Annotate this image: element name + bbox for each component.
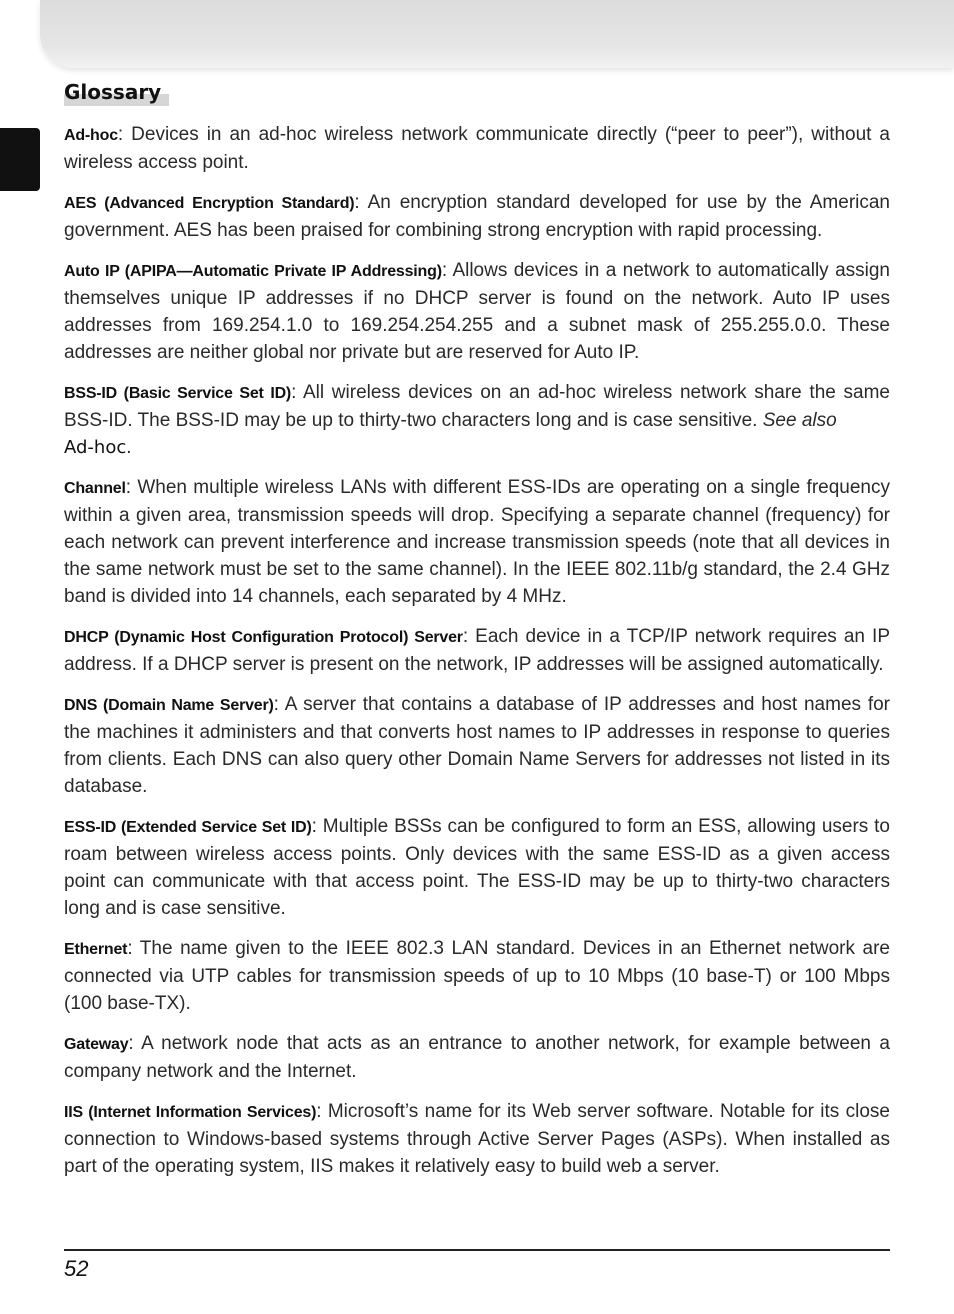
glossary-entry-gateway <box>64 1030 890 1085</box>
glossary-term: ESS-ID (Extended Service Set ID) <box>64 819 312 836</box>
glossary-term: Ethernet <box>64 941 128 958</box>
glossary-definition: : A server that contains a database of IP addresses and host names for the machines it administers and that converts host names to IP addresses in response to queries from clients. Each DNS can also query other Domain Name Servers for addresses not listed in its database. <box>64 694 891 797</box>
glossary-list <box>64 121 890 1193</box>
glossary-definition: : When multiple wireless LANs with different ESS-IDs are operating on a single frequency within a given area, transmission speeds will drop. Specifying a separate channel (frequency) for each network can prevent interference and increase transmission speeds (note that all devices in the same network must be set to the same channel). In the IEEE 802.11b/g standard, the 2.4 GHz band is divided into 14 channels, each separated by 4 MHz. <box>64 477 890 607</box>
glossary-term: AES (Advanced Encryption Standard) <box>64 195 355 212</box>
glossary-definition: : Devices in an ad-hoc wireless network communicate directly (“peer to peer”), without a wireless access point. <box>64 124 890 173</box>
glossary-definition: : Each device in a TCP/IP network requires an IP address. If a DHCP server is present on the network, IP addresses will be assigned automatically. <box>64 626 890 675</box>
glossary-entry-dns <box>64 691 890 800</box>
glossary-entry-channel <box>64 474 890 610</box>
glossary-term: Gateway <box>64 1036 129 1053</box>
glossary-entry-ethernet <box>64 935 890 1017</box>
header-band <box>40 0 954 68</box>
glossary-entry-ad-hoc <box>64 121 890 176</box>
page-title: Glossary <box>64 80 162 104</box>
glossary-term: Auto IP (APIPA—Automatic Private IP Addressing) <box>64 263 442 280</box>
glossary-term: Channel <box>64 480 126 497</box>
page-number: 52 <box>64 1256 89 1281</box>
glossary-entry-bss-id <box>64 379 890 461</box>
glossary-definition: : Allows devices in a network to automatically assign themselves unique IP addresses if no DHCP server is found on the network. Auto IP uses addresses from 169.254.1.0 to 169.254.254.255 and a subnet mask of 255.255.0.0. These addresses are neither global nor private but are reserved for Auto IP. <box>64 260 890 363</box>
glossary-term: DHCP (Dynamic Host Configuration Protocol) Server <box>64 629 463 646</box>
glossary-definition: : Multiple BSSs can be configured to form an ESS, allowing users to roam between wireless access points. Only devices with the same ESS-ID as a given access point can communicate with that access point. The ESS-ID may be up to thirty-two characters long and is case sensitive. <box>64 816 890 919</box>
see-also-label: See also <box>762 410 837 431</box>
footer-rule <box>64 1249 890 1251</box>
glossary-entry-iis <box>64 1098 890 1180</box>
glossary-entry-ess-id <box>64 813 890 922</box>
see-also-link[interactable]: Ad-hoc <box>64 437 127 458</box>
glossary-term: DNS (Domain Name Server) <box>64 697 274 714</box>
glossary-term: BSS-ID (Basic Service Set ID) <box>64 385 292 402</box>
glossary-term: IIS (Internet Information Services) <box>64 1104 317 1121</box>
glossary-entry-auto-ip <box>64 257 890 366</box>
glossary-definition: : Microsoft’s name for its Web server software. Notable for its close connection to Windows-based systems through Active Server Pages (ASPs). When installed as part of the operating system, IIS makes it relatively easy to build web a server. <box>64 1101 890 1177</box>
title-block <box>64 80 161 104</box>
glossary-term: Ad-hoc <box>64 127 118 144</box>
glossary-entry-dhcp <box>64 623 890 678</box>
glossary-definition: : A network node that acts as an entrance to another network, for example between a company network and the Internet. <box>64 1033 890 1082</box>
section-tab <box>0 128 40 191</box>
glossary-definition: : The name given to the IEEE 802.3 LAN standard. Devices in an Ethernet network are connected via UTP cables for transmission speeds of up to 10 Mbps (10 base-T) or 100 Mbps (100 base-TX). <box>64 938 890 1014</box>
glossary-definition-end: . <box>126 437 132 458</box>
glossary-definition: : All wireless devices on an ad-hoc wireless network share the same BSS-ID. The BSS-ID may be up to thirty-two characters long and is case sensitive. <box>64 382 890 431</box>
glossary-definition: : An encryption standard developed for use by the American government. AES has been praised for combining strong encryption with rapid processing. <box>64 192 891 241</box>
glossary-entry-aes <box>64 189 890 244</box>
